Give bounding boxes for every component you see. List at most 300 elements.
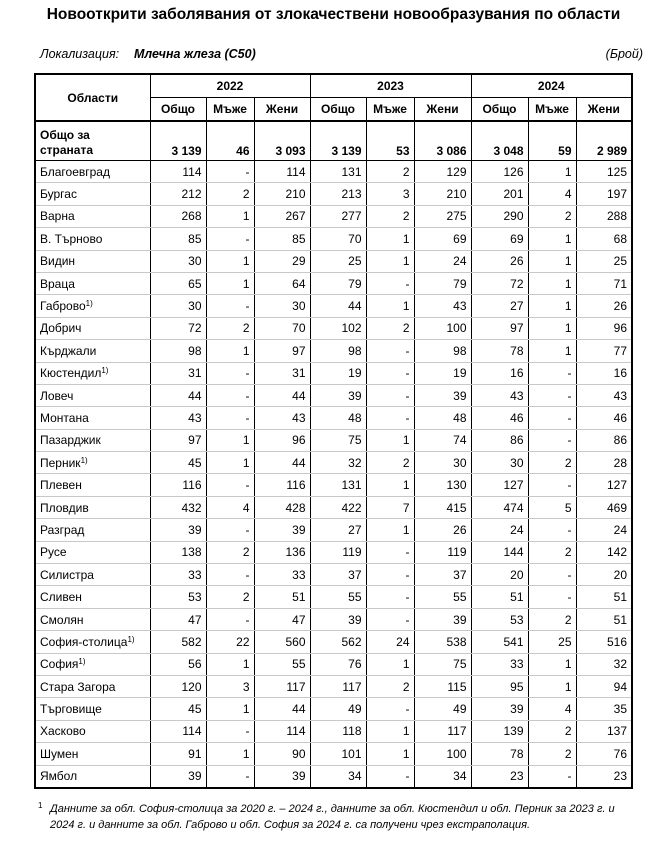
table-cell: 1 <box>206 250 254 272</box>
table-cell: - <box>366 608 414 630</box>
table-cell: 39 <box>254 765 310 788</box>
table-cell: 49 <box>414 698 471 720</box>
table-cell: 1 <box>366 228 414 250</box>
table-row <box>35 250 632 272</box>
table-cell: 39 <box>414 384 471 406</box>
table-cell: 277 <box>310 205 366 227</box>
region-label: Видин <box>40 254 76 269</box>
table-cell: 2 <box>528 452 576 474</box>
region-name <box>35 765 150 788</box>
table-row <box>35 452 632 474</box>
table-cell: 116 <box>254 474 310 496</box>
total-label: Общо за страната <box>35 121 150 161</box>
table-cell: - <box>206 564 254 586</box>
sub-header: Мъже <box>206 98 254 122</box>
table-cell: 32 <box>576 653 632 675</box>
table-cell: 77 <box>576 340 632 362</box>
table-row <box>35 161 632 183</box>
table-cell: 91 <box>150 743 206 765</box>
table-cell: 48 <box>310 407 366 429</box>
table-cell: - <box>206 474 254 496</box>
table-cell: 26 <box>414 519 471 541</box>
region-label: Бургас <box>40 187 77 202</box>
region-name <box>35 452 150 474</box>
table-cell: 2 <box>528 720 576 742</box>
table-cell: 119 <box>310 541 366 563</box>
region-label: В. Търново <box>40 231 103 246</box>
table-cell: 19 <box>310 362 366 384</box>
table-cell: - <box>366 407 414 429</box>
table-cell: 27 <box>471 295 528 317</box>
table-cell: 114 <box>254 161 310 183</box>
table-cell: 1 <box>366 743 414 765</box>
table-cell: 2 <box>366 452 414 474</box>
table-cell: 288 <box>576 205 632 227</box>
region-label: Благоевград <box>40 164 110 179</box>
table-cell: 43 <box>471 384 528 406</box>
table-cell: 74 <box>414 429 471 451</box>
region-name <box>35 228 150 250</box>
total-row <box>35 121 632 161</box>
table-cell: 30 <box>414 452 471 474</box>
table-cell: 428 <box>254 496 310 518</box>
table-cell: 3 139 <box>150 121 206 161</box>
table-cell: 3 048 <box>471 121 528 161</box>
table-cell: 97 <box>471 317 528 339</box>
region-name <box>35 272 150 294</box>
table-cell: 34 <box>414 765 471 788</box>
table-cell: 75 <box>414 653 471 675</box>
table-cell: 98 <box>414 340 471 362</box>
table-cell: - <box>528 564 576 586</box>
table-cell: 117 <box>310 675 366 697</box>
table-cell: 71 <box>576 272 632 294</box>
table-cell: 1 <box>366 250 414 272</box>
table-cell: 46 <box>206 121 254 161</box>
table-cell: 212 <box>150 183 206 205</box>
table-row <box>35 407 632 429</box>
table-cell: 49 <box>310 698 366 720</box>
table-row <box>35 698 632 720</box>
footnote-ref: 1) <box>78 657 86 667</box>
table-row <box>35 429 632 451</box>
table-cell: 95 <box>471 675 528 697</box>
table-cell: - <box>206 519 254 541</box>
table-cell: 69 <box>471 228 528 250</box>
table-cell: 2 989 <box>576 121 632 161</box>
table-cell: 1 <box>528 161 576 183</box>
table-cell: 100 <box>414 317 471 339</box>
table-cell: 55 <box>310 586 366 608</box>
region-name <box>35 743 150 765</box>
region-label: Ловеч <box>40 388 74 403</box>
table-cell: 94 <box>576 675 632 697</box>
table-cell: 267 <box>254 205 310 227</box>
sub-header: Общо <box>310 98 366 122</box>
region-name <box>35 564 150 586</box>
table-cell: 90 <box>254 743 310 765</box>
table-cell: 474 <box>471 496 528 518</box>
table-row <box>35 496 632 518</box>
table-cell: 130 <box>414 474 471 496</box>
table-cell: 70 <box>254 317 310 339</box>
region-label: Стара Загора <box>40 679 116 694</box>
table-cell: 97 <box>254 340 310 362</box>
table-row <box>35 586 632 608</box>
table-cell: 131 <box>310 161 366 183</box>
table-cell: 139 <box>471 720 528 742</box>
table-cell: 46 <box>471 407 528 429</box>
region-label: Габрово <box>40 299 86 314</box>
sub-header: Общо <box>471 98 528 122</box>
table-cell: 137 <box>576 720 632 742</box>
table-cell: 2 <box>366 161 414 183</box>
region-name <box>35 384 150 406</box>
table-cell: - <box>366 586 414 608</box>
region-name <box>35 429 150 451</box>
table-cell: 44 <box>254 452 310 474</box>
table-cell: - <box>366 698 414 720</box>
table-cell: 26 <box>576 295 632 317</box>
table-row <box>35 541 632 563</box>
table-cell: - <box>366 272 414 294</box>
table-cell: 75 <box>310 429 366 451</box>
table-cell: 31 <box>254 362 310 384</box>
table-cell: - <box>206 161 254 183</box>
region-label: Перник <box>40 455 81 470</box>
table-cell: 28 <box>576 452 632 474</box>
table-cell: 1 <box>206 429 254 451</box>
table-cell: 213 <box>310 183 366 205</box>
table-cell: 59 <box>528 121 576 161</box>
table-row <box>35 474 632 496</box>
footnote-ref: 1) <box>85 299 93 309</box>
table-cell: 1 <box>366 429 414 451</box>
table-cell: - <box>528 407 576 429</box>
table-cell: 98 <box>310 340 366 362</box>
table-cell: 131 <box>310 474 366 496</box>
table-cell: 3 <box>206 675 254 697</box>
region-label: София <box>40 657 79 672</box>
year-header: 2022 <box>150 74 310 98</box>
table-cell: 3 093 <box>254 121 310 161</box>
table-cell: - <box>206 407 254 429</box>
table-cell: 1 <box>528 675 576 697</box>
table-cell: - <box>528 474 576 496</box>
table-cell: - <box>528 384 576 406</box>
table-cell: 4 <box>206 496 254 518</box>
table-row <box>35 519 632 541</box>
footnote-ref: 1) <box>101 366 109 376</box>
data-table <box>34 73 633 789</box>
table-cell: - <box>366 362 414 384</box>
table-cell: 560 <box>254 631 310 653</box>
table-cell: 86 <box>471 429 528 451</box>
table-cell: 1 <box>206 205 254 227</box>
table-cell: 4 <box>528 698 576 720</box>
table-cell: 1 <box>528 653 576 675</box>
table-cell: 144 <box>471 541 528 563</box>
table-cell: 69 <box>414 228 471 250</box>
table-cell: 26 <box>471 250 528 272</box>
table-cell: 1 <box>366 474 414 496</box>
footnote-mark: 1 <box>38 801 43 810</box>
table-cell: 2 <box>206 586 254 608</box>
table-cell: - <box>528 519 576 541</box>
table-cell: 51 <box>576 608 632 630</box>
table-cell: 1 <box>528 295 576 317</box>
table-cell: - <box>366 541 414 563</box>
region-name <box>35 675 150 697</box>
sub-header: Жени <box>254 98 310 122</box>
table-cell: - <box>528 586 576 608</box>
table-cell: 5 <box>528 496 576 518</box>
region-label: Търговище <box>40 702 102 717</box>
table-cell: 1 <box>206 698 254 720</box>
table-cell: 43 <box>414 295 471 317</box>
table-cell: 201 <box>471 183 528 205</box>
region-name <box>35 317 150 339</box>
table-cell: 31 <box>150 362 206 384</box>
table-row <box>35 183 632 205</box>
regions-header: Области <box>35 74 150 121</box>
table-cell: 268 <box>150 205 206 227</box>
table-cell: 16 <box>471 362 528 384</box>
table-cell: 16 <box>576 362 632 384</box>
table-row <box>35 317 632 339</box>
sub-header: Мъже <box>366 98 414 122</box>
table-cell: - <box>366 564 414 586</box>
region-name <box>35 631 150 653</box>
region-label: Кърджали <box>40 343 97 358</box>
table-cell: - <box>528 429 576 451</box>
table-cell: 127 <box>576 474 632 496</box>
region-name <box>35 698 150 720</box>
table-cell: 39 <box>471 698 528 720</box>
table-row <box>35 608 632 630</box>
table-cell: 516 <box>576 631 632 653</box>
table-cell: 37 <box>310 564 366 586</box>
region-name <box>35 161 150 183</box>
table-cell: 1 <box>206 272 254 294</box>
table-cell: - <box>528 765 576 788</box>
region-label: Пазарджик <box>40 433 101 448</box>
table-cell: 117 <box>254 675 310 697</box>
table-row <box>35 743 632 765</box>
table-cell: 85 <box>254 228 310 250</box>
table-cell: 25 <box>528 631 576 653</box>
table-cell: 72 <box>471 272 528 294</box>
table-cell: 1 <box>528 250 576 272</box>
table-cell: 142 <box>576 541 632 563</box>
table-cell: 20 <box>576 564 632 586</box>
table-cell: 1 <box>366 519 414 541</box>
region-label: Враца <box>40 276 75 291</box>
table-cell: 33 <box>471 653 528 675</box>
table-cell: 70 <box>310 228 366 250</box>
table-row <box>35 765 632 788</box>
table-cell: 290 <box>471 205 528 227</box>
table-cell: 117 <box>414 720 471 742</box>
table-cell: 126 <box>471 161 528 183</box>
table-cell: 30 <box>150 250 206 272</box>
table-cell: 415 <box>414 496 471 518</box>
sub-header: Жени <box>576 98 632 122</box>
table-cell: 582 <box>150 631 206 653</box>
region-label: Плевен <box>40 478 82 493</box>
table-cell: 2 <box>206 541 254 563</box>
table-cell: 24 <box>576 519 632 541</box>
table-cell: 23 <box>613 769 627 784</box>
region-label: Монтана <box>40 410 89 425</box>
table-row <box>35 362 632 384</box>
table-cell: 39 <box>310 608 366 630</box>
table-cell: 55 <box>254 653 310 675</box>
table-cell: 422 <box>310 496 366 518</box>
region-label: Добрич <box>40 321 82 336</box>
table-cell: 25 <box>576 250 632 272</box>
table-cell: 34 <box>310 765 366 788</box>
table-cell: 4 <box>528 183 576 205</box>
table-cell: 3 139 <box>310 121 366 161</box>
region-name <box>35 295 150 317</box>
table-cell: 39 <box>150 765 206 788</box>
table-cell: 44 <box>310 295 366 317</box>
table-cell: 37 <box>414 564 471 586</box>
table-cell: 97 <box>150 429 206 451</box>
table-cell: 469 <box>576 496 632 518</box>
table-cell: 2 <box>528 608 576 630</box>
table-cell: 56 <box>150 653 206 675</box>
region-name <box>35 340 150 362</box>
table-cell: 51 <box>471 586 528 608</box>
table-cell: 96 <box>254 429 310 451</box>
table-cell: 44 <box>254 698 310 720</box>
localization-value: Млечна жлеза (C50) <box>134 47 256 61</box>
region-label: Сливен <box>40 590 82 605</box>
table-cell: 120 <box>150 675 206 697</box>
region-name <box>35 183 150 205</box>
footnote-ref: 1) <box>127 634 135 644</box>
table-cell: 1 <box>206 743 254 765</box>
sub-header: Жени <box>414 98 471 122</box>
table-cell: 1 <box>206 340 254 362</box>
table-cell: - <box>206 228 254 250</box>
table-cell: - <box>366 765 414 788</box>
table-cell: 64 <box>254 272 310 294</box>
table-cell: 136 <box>254 541 310 563</box>
table-cell: 562 <box>310 631 366 653</box>
table-cell: 3 <box>366 183 414 205</box>
table-cell: 538 <box>414 631 471 653</box>
footnote-ref: 1) <box>80 455 88 465</box>
table-row <box>35 340 632 362</box>
footnote <box>38 801 638 833</box>
region-name <box>35 608 150 630</box>
table-cell: 51 <box>254 586 310 608</box>
table-cell: 30 <box>150 295 206 317</box>
table-cell: 2 <box>366 205 414 227</box>
sub-header: Мъже <box>528 98 576 122</box>
table-cell: 43 <box>576 384 632 406</box>
table-cell: 39 <box>150 519 206 541</box>
table-cell: 3 086 <box>414 121 471 161</box>
region-label: Разград <box>40 522 85 537</box>
table-cell: 20 <box>471 564 528 586</box>
table-cell: 116 <box>150 474 206 496</box>
table-cell: 48 <box>414 407 471 429</box>
table-row <box>35 653 632 675</box>
localization-label: Локализация: <box>40 47 120 61</box>
table-cell: - <box>206 608 254 630</box>
table-cell: 1 <box>528 272 576 294</box>
meta-line <box>40 47 643 65</box>
table-cell: 86 <box>576 429 632 451</box>
table-cell: 65 <box>150 272 206 294</box>
table-cell: 44 <box>254 384 310 406</box>
table-cell: 98 <box>150 340 206 362</box>
table-row <box>35 631 632 653</box>
table-cell: 43 <box>254 407 310 429</box>
header-row-years <box>35 74 632 98</box>
table-cell: 114 <box>150 161 206 183</box>
table-cell: 45 <box>150 452 206 474</box>
year-header: 2024 <box>471 74 632 98</box>
table-cell: 96 <box>576 317 632 339</box>
table-cell: 29 <box>254 250 310 272</box>
region-name <box>35 653 150 675</box>
table-cell: - <box>206 720 254 742</box>
table-cell: 51 <box>576 586 632 608</box>
year-header: 2023 <box>310 74 471 98</box>
table-cell: 118 <box>310 720 366 742</box>
table-cell: 32 <box>310 452 366 474</box>
table-cell: 1 <box>366 653 414 675</box>
table-cell: 1 <box>366 720 414 742</box>
table-cell: 78 <box>471 743 528 765</box>
table-cell: 210 <box>254 183 310 205</box>
table-cell: 119 <box>414 541 471 563</box>
table-row <box>35 272 632 294</box>
table-cell: 27 <box>310 519 366 541</box>
table-cell: 47 <box>150 608 206 630</box>
region-name <box>35 407 150 429</box>
table-cell: - <box>206 295 254 317</box>
table-cell: 30 <box>254 295 310 317</box>
region-label: Пловдив <box>40 500 89 515</box>
table-cell: 541 <box>471 631 528 653</box>
table-cell: 79 <box>414 272 471 294</box>
table-cell: 30 <box>471 452 528 474</box>
report-title: Новооткрити заболявания от злокачествени новообразувания по области <box>46 6 621 23</box>
unit-label: (Брой) <box>605 47 643 61</box>
footnote-text: Данните за обл. София-столица за 2020 г. – 2024 г., данните за обл. Кюстендил и обл. Перник за 2023 г. и 2024 г. и данните за обл. Габрово и обл. София за 2024 г. са получени чрез екстраполация. <box>50 803 615 831</box>
region-name <box>35 541 150 563</box>
table-cell: 39 <box>414 608 471 630</box>
table-cell: - <box>528 362 576 384</box>
table-cell: 210 <box>414 183 471 205</box>
region-label: София-столица <box>40 634 128 649</box>
table-cell: 1 <box>366 295 414 317</box>
table-cell: 1 <box>206 653 254 675</box>
table-cell: 55 <box>414 586 471 608</box>
table-row <box>35 228 632 250</box>
table-cell: 101 <box>310 743 366 765</box>
table-cell: 33 <box>150 564 206 586</box>
table-cell: 33 <box>254 564 310 586</box>
region-name <box>35 720 150 742</box>
table-cell: 53 <box>150 586 206 608</box>
